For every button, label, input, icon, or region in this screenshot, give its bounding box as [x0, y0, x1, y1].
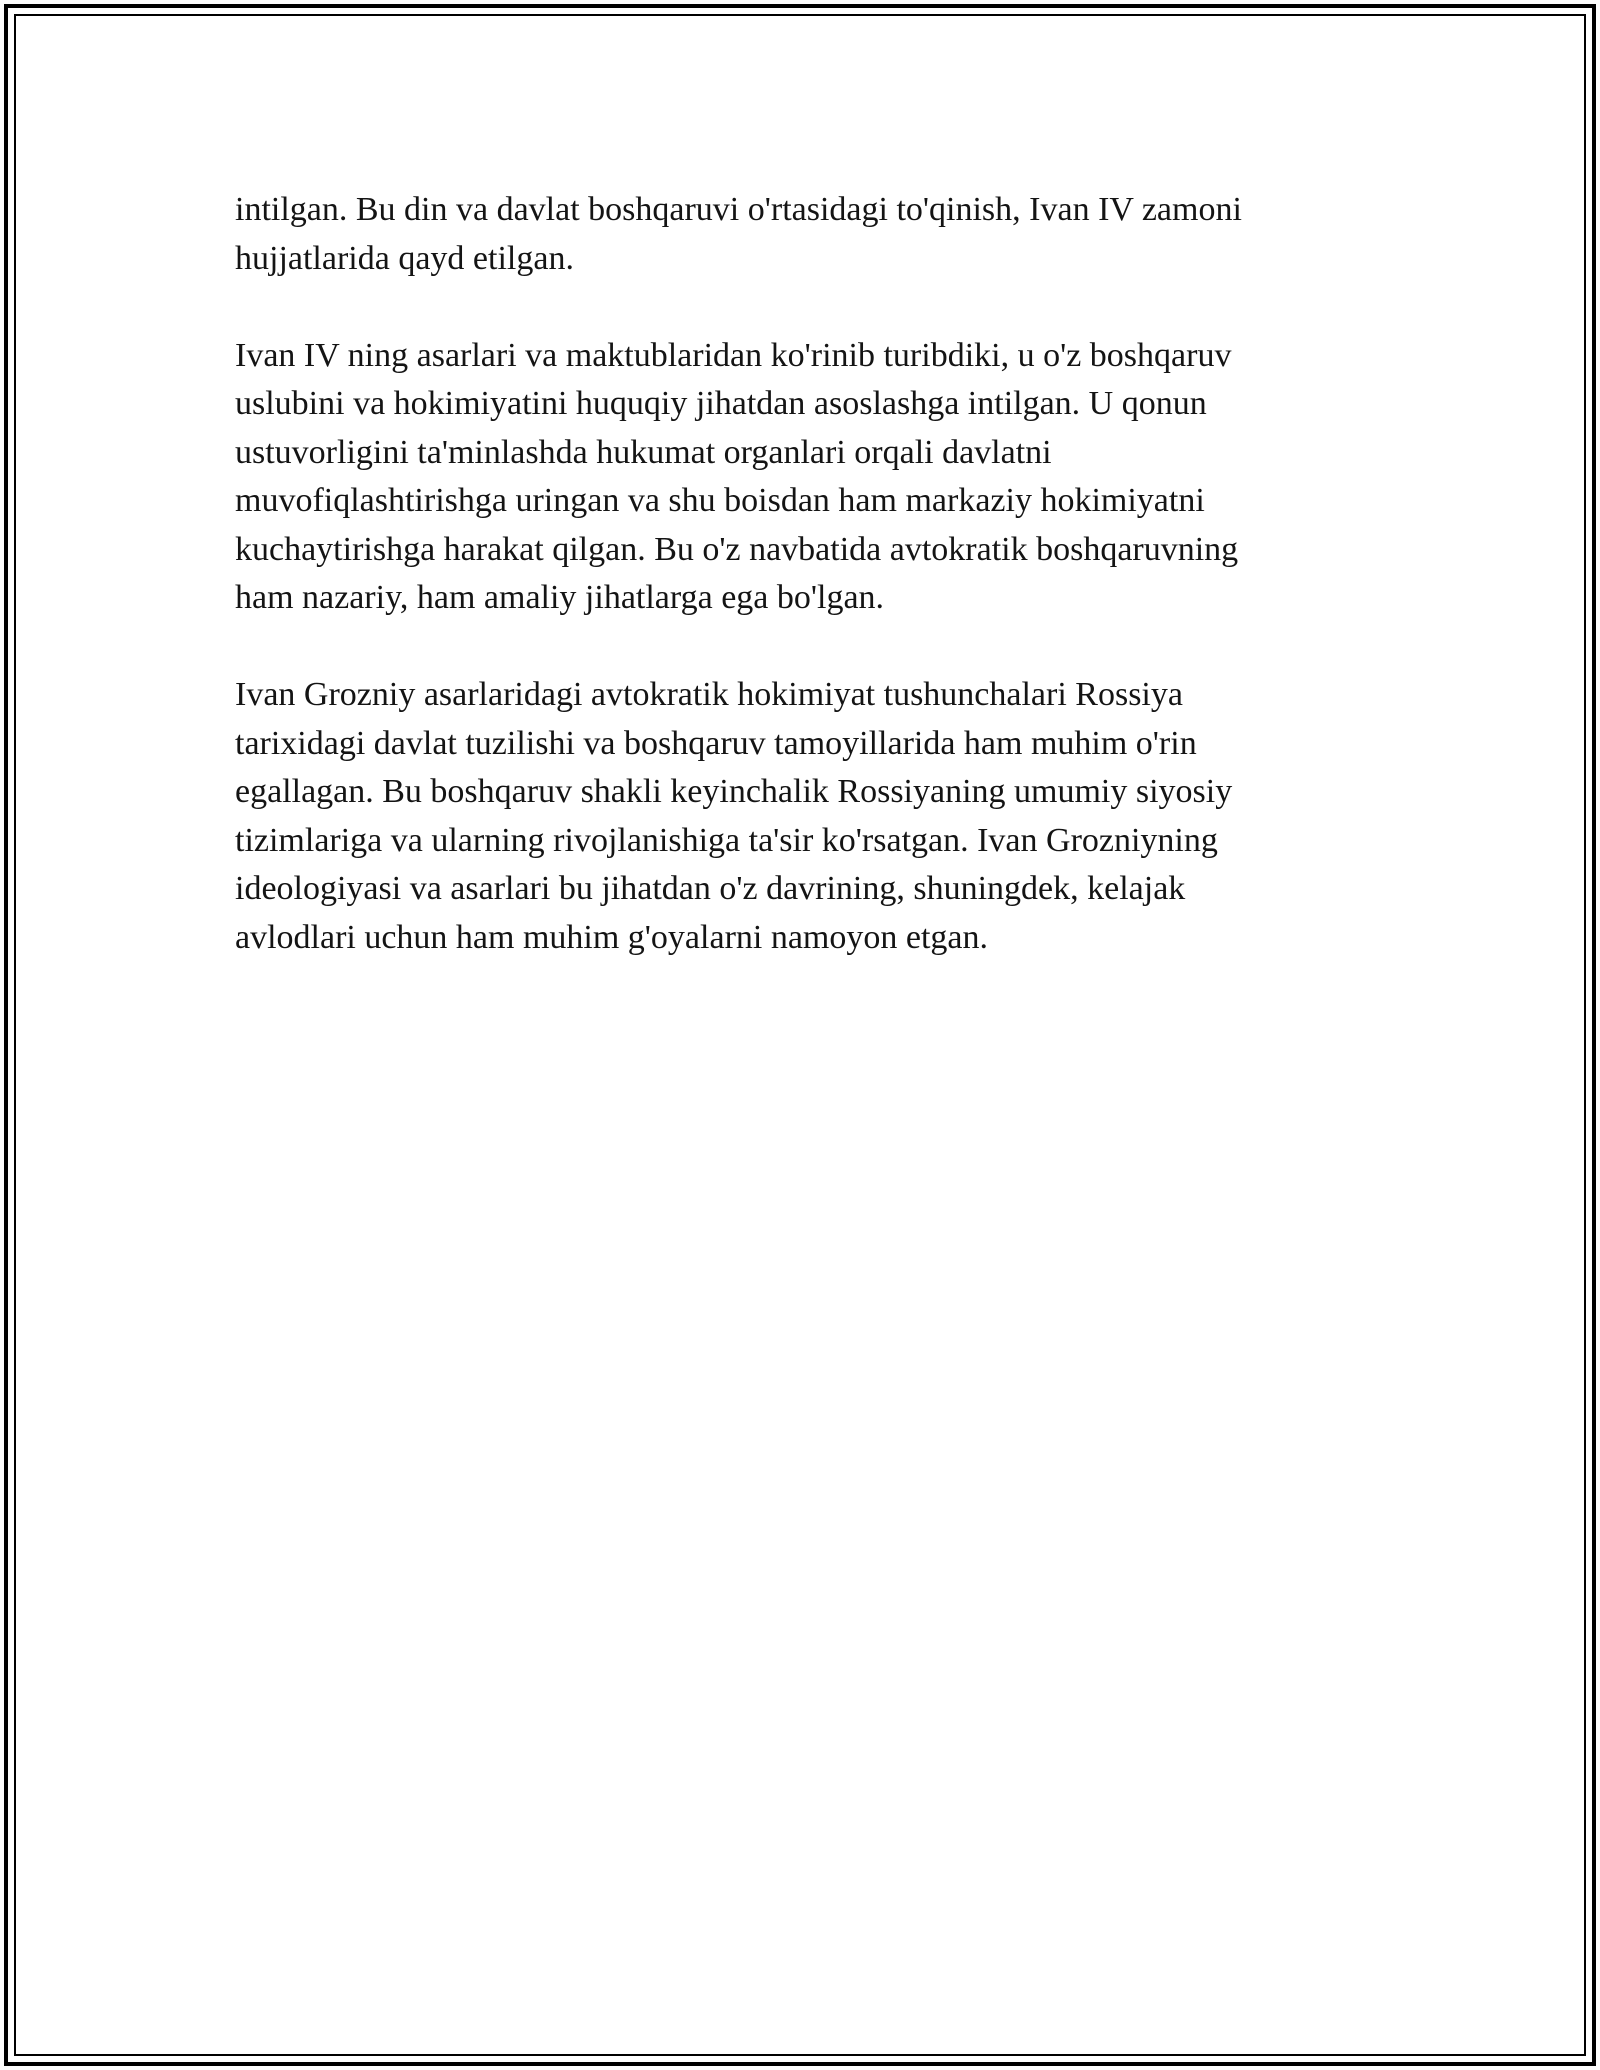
text-line: Ivan Grozniy asarlaridagi avtokratik hokimiyat tushunchalari Rossiya [235, 676, 1183, 713]
document-body [235, 186, 1365, 1011]
text-line: tizimlariga va ularning rivojlanishiga ta'sir ko'rsatgan. Ivan Grozniyning [235, 821, 1218, 859]
paragraph-2 [235, 332, 1365, 623]
paragraph-1 [235, 186, 1365, 283]
text-line: muvofiqlashtirishga uringan va shu boisdan ham markaziy hokimiyatni [235, 482, 1205, 519]
text-line: ideologiyasi va asarlari bu jihatdan o'z davrining, shuningdek, kelajak [235, 870, 1186, 907]
text-line: hujjatlarida qayd etilgan. [235, 239, 574, 277]
text-line: egallagan. Bu boshqaruv shakli keyinchalik Rossiyaning umumiy siyosiy [235, 773, 1233, 810]
text-line: ham nazariy, ham amaliy jihatlarga ega bo'lgan. [235, 579, 885, 616]
text-line: avlodlari uchun ham muhim g'oyalarni namoyon etgan. [235, 918, 988, 956]
paragraph-3 [235, 671, 1365, 962]
text-line: kuchaytirishga harakat qilgan. Bu o'z navbatida avtokratik boshqaruvning [235, 530, 1239, 568]
text-line: Ivan IV ning asarlari va maktublaridan ko'rinib turibdiki, u o'z boshqaruv [235, 336, 1232, 374]
text-line: tarixidagi davlat tuzilishi va boshqaruv tamoyillarida ham muhim o'rin [235, 724, 1197, 762]
text-line: intilgan. Bu din va davlat boshqaruvi o'rtasidagi to'qinish, Ivan IV zamoni [235, 191, 1242, 228]
text-line: ustuvorligini ta'minlashda hukumat organlari orqali davlatni [235, 433, 1052, 471]
text-line: uslubini va hokimiyatini huquqiy jihatdan asoslashga intilgan. U qonun [235, 385, 1207, 422]
